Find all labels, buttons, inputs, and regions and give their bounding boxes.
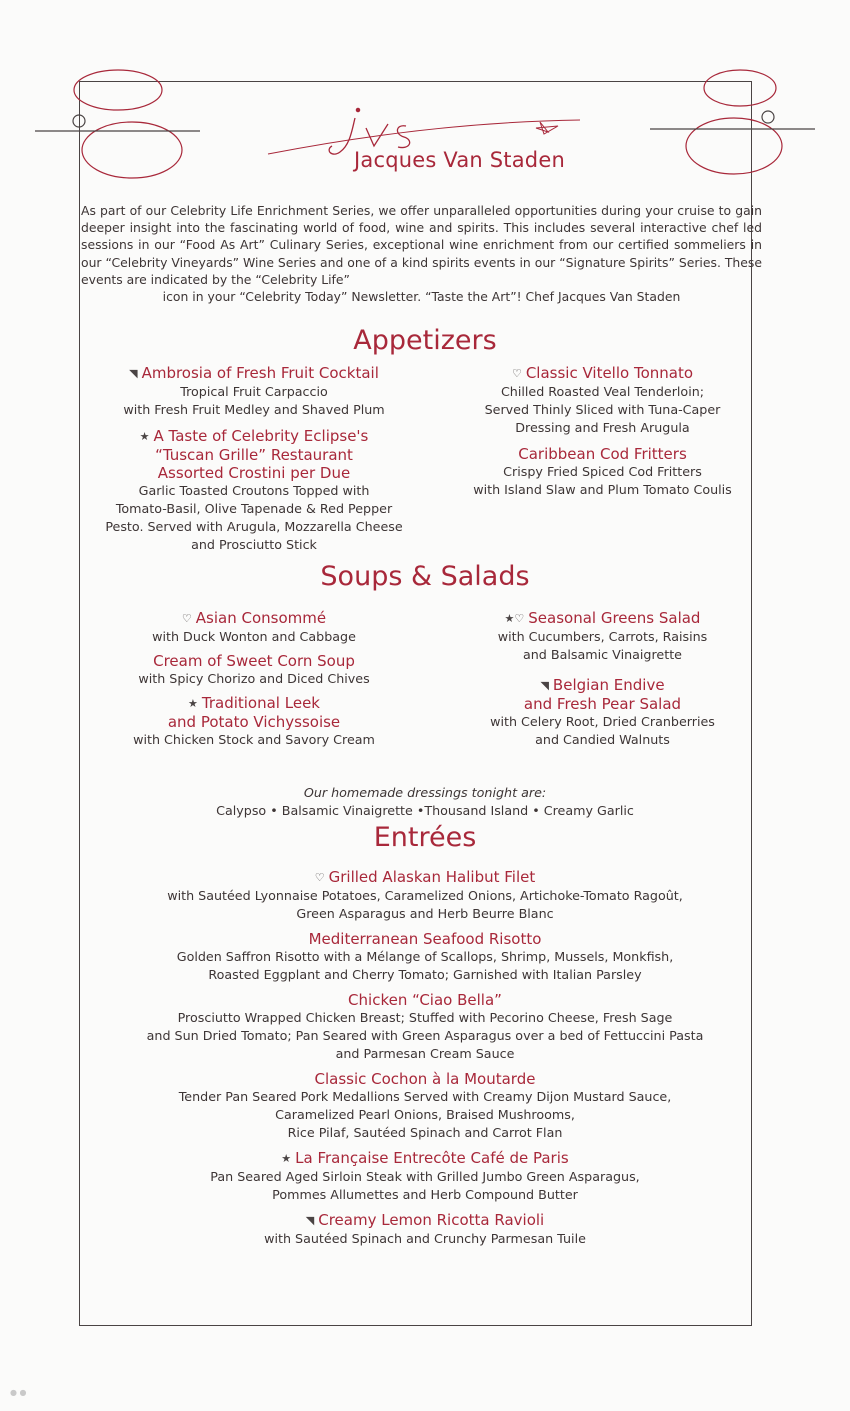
star-icon: ★ xyxy=(281,1152,292,1165)
menu-item-description: with Celery Root, Dried Cranberries xyxy=(490,714,715,729)
menu-item xyxy=(90,652,418,688)
menu-item-name-text: Classic Cochon à la Moutarde xyxy=(314,1070,536,1088)
menu-item-description: Tomato-Basil, Olive Tapenade & Red Pepper xyxy=(115,501,393,516)
chef-name: Jacques Van Staden xyxy=(354,148,565,172)
menu-item-name xyxy=(90,652,418,670)
menu-item-description: with Sautéed Lyonnaise Potatoes, Caramelized Onions, Artichoke-Tomato Ragoût, xyxy=(167,888,683,903)
intro-body: As part of our Celebrity Life Enrichment Series, we offer unparalleled opportunities during your cruise to gain deeper insight into the fascinating world of food, wine and spirits. This includes several interactive chef led sessions in our “Food As Art” Culinary Series, exceptional wine enrichment from our certified sommeliers in our “Celebrity Vineyards” Wine Series and one of a kind spirits events in our “Signature Spirits” Series. These events are indicated by the “Celebrity Life” xyxy=(81,203,762,287)
heart-icon: ♡ xyxy=(181,612,192,625)
menu-item-description: Garlic Toasted Croutons Topped with xyxy=(138,483,370,498)
soups-right-column xyxy=(440,609,765,761)
menu-item-name xyxy=(80,1149,770,1168)
menu-item-description: with Sautéed Spinach and Crunchy Parmesan Tuile xyxy=(264,1231,586,1246)
menu-item-description: with Fresh Fruit Medley and Shaved Plum xyxy=(123,402,385,417)
menu-item-description: with Spicy Chorizo and Diced Chives xyxy=(138,671,370,686)
menu-item-name-text: La Française Entrecôte Café de Paris xyxy=(295,1149,569,1167)
menu-item-description: Chilled Roasted Veal Tenderloin; xyxy=(500,384,705,399)
menu-item xyxy=(80,1070,770,1142)
menu-item-name-text: Caribbean Cod Fritters xyxy=(518,445,687,463)
menu-item-name-text: Creamy Lemon Ricotta Ravioli xyxy=(318,1211,545,1229)
entrees-list xyxy=(80,868,770,1255)
menu-item-description: Pommes Allumettes and Herb Compound Butter xyxy=(272,1187,578,1202)
menu-item-description: and Balsamic Vinaigrette xyxy=(522,647,682,662)
menu-item-name-text: Chicken “Ciao Bella” xyxy=(348,991,502,1009)
menu-item-name-text: “Tuscan Grille” Restaurant xyxy=(155,446,353,464)
menu-item xyxy=(80,930,770,984)
menu-item-name-text: Classic Vitello Tonnato xyxy=(525,364,694,382)
menu-item-description: with Duck Wonton and Cabbage xyxy=(152,629,356,644)
menu-item-name xyxy=(440,676,765,695)
menu-item xyxy=(90,427,418,554)
soups-heading: Soups & Salads xyxy=(320,561,530,592)
menu-item-name xyxy=(90,694,418,713)
menu-item xyxy=(440,364,765,437)
menu-item-description: Golden Saffron Risotto with a Mélange of Scallops, Shrimp, Mussels, Monkfish, xyxy=(176,949,674,964)
menu-item-name xyxy=(80,991,770,1009)
menu-item-description: Caramelized Pearl Onions, Braised Mushrooms, xyxy=(275,1107,575,1122)
leaf-icon: ◥ xyxy=(129,367,138,380)
menu-item xyxy=(90,364,418,419)
menu-item-description: Tropical Fruit Carpaccio xyxy=(180,384,328,399)
menu-item-name xyxy=(80,868,770,887)
menu-item-description: Pesto. Served with Arugula, Mozzarella Cheese xyxy=(105,519,403,534)
menu-item-name-text: Asian Consommé xyxy=(195,609,327,627)
menu-item xyxy=(80,1149,770,1204)
menu-item-description: and Prosciutto Stick xyxy=(191,537,317,552)
watermark: ● ● xyxy=(10,1388,27,1397)
menu-item xyxy=(440,676,765,749)
menu-item-name xyxy=(440,695,765,713)
menu-item-description: Served Thinly Sliced with Tuna-Caper xyxy=(484,402,721,417)
soups-left-column xyxy=(90,609,418,755)
leaf-icon: ◥ xyxy=(540,679,549,692)
menu-item-description: Roasted Eggplant and Cherry Tomato; Garnished with Italian Parsley xyxy=(208,967,642,982)
menu-item-name xyxy=(90,609,418,628)
menu-item-name-text: and Potato Vichyssoise xyxy=(167,713,341,731)
menu-item-name-text: and Fresh Pear Salad xyxy=(523,695,682,713)
appetizers-right-column xyxy=(440,364,765,507)
appetizers-left-column xyxy=(90,364,418,562)
menu-item-name xyxy=(90,427,418,446)
menu-item-description: Tender Pan Seared Pork Medallions Served with Creamy Dijon Mustard Sauce, xyxy=(178,1089,672,1104)
dressings-list: Calypso • Balsamic Vinaigrette •Thousand Island • Creamy Garlic xyxy=(216,803,634,818)
menu-item-name xyxy=(80,1211,770,1230)
menu-item-name-text: Traditional Leek xyxy=(201,694,320,712)
heart-icon: ♡ xyxy=(314,871,325,884)
menu-item-description: with Island Slaw and Plum Tomato Coulis xyxy=(473,482,732,497)
star-icon: ★ xyxy=(188,697,198,710)
menu-item-description: Green Asparagus and Herb Beurre Blanc xyxy=(296,906,554,921)
menu-item-name xyxy=(440,364,765,383)
menu-item-name-text: Belgian Endive xyxy=(552,676,665,694)
menu-item-description: Dressing and Fresh Arugula xyxy=(515,420,690,435)
menu-item-name-text: A Taste of Celebrity Eclipse's xyxy=(153,427,369,445)
dressings-intro: Our homemade dressings tonight are: xyxy=(303,785,547,800)
menu-item-name-text: Assorted Crostini per Due xyxy=(157,464,351,482)
menu-item-description: Prosciutto Wrapped Chicken Breast; Stuffed with Pecorino Cheese, Fresh Sage xyxy=(177,1010,673,1025)
menu-item-name-text: Mediterranean Seafood Risotto xyxy=(308,930,542,948)
menu-item xyxy=(80,991,770,1063)
star-icon: ★ xyxy=(139,430,150,443)
dressings-note xyxy=(0,784,850,820)
menu-item-description: with Chicken Stock and Savory Cream xyxy=(133,732,375,747)
menu-item-description: with Cucumbers, Carrots, Raisins xyxy=(497,629,708,644)
menu-item xyxy=(440,445,765,499)
intro-last-line: icon in your “Celebrity Today” Newsletter. “Taste the Art”! Chef Jacques Van Staden xyxy=(162,289,681,305)
menu-item-description: Rice Pilaf, Sautéed Spinach and Carrot Flan xyxy=(287,1125,563,1140)
leaf-icon: ◥ xyxy=(305,1214,315,1227)
menu-item xyxy=(80,868,770,923)
menu-item-name xyxy=(90,464,418,482)
menu-item-name xyxy=(440,609,765,628)
menu-item-name xyxy=(90,713,418,731)
menu-item-name-text: Seasonal Greens Salad xyxy=(528,609,701,627)
menu-item-description: and Candied Walnuts xyxy=(535,732,670,747)
star-heart-icon: ★♡ xyxy=(504,612,525,625)
menu-item-name-text: Cream of Sweet Corn Soup xyxy=(153,652,355,670)
menu-item-name xyxy=(440,445,765,463)
appetizers-heading: Appetizers xyxy=(353,325,497,356)
menu-item-name-text: Grilled Alaskan Halibut Filet xyxy=(328,868,536,886)
menu-item-description: Pan Seared Aged Sirloin Steak with Grilled Jumbo Green Asparagus, xyxy=(210,1169,640,1184)
menu-item-name xyxy=(80,1070,770,1088)
menu-item-description: and Parmesan Cream Sauce xyxy=(335,1046,515,1061)
menu-item xyxy=(80,1211,770,1248)
menu-item xyxy=(90,694,418,749)
menu-item-description: and Sun Dried Tomato; Pan Seared with Green Asparagus over a bed of Fettuccini Pasta xyxy=(146,1028,704,1043)
entrees-heading: Entrées xyxy=(373,822,477,853)
menu-item-name xyxy=(90,364,418,383)
menu-item-name xyxy=(90,446,418,464)
menu-item-description: Crispy Fried Spiced Cod Fritters xyxy=(503,464,702,479)
heart-icon: ♡ xyxy=(511,367,522,380)
intro-paragraph xyxy=(81,202,762,305)
menu-item-name-text: Ambrosia of Fresh Fruit Cocktail xyxy=(141,364,379,382)
menu-item-name xyxy=(80,930,770,948)
menu-item xyxy=(440,609,765,664)
menu-item xyxy=(90,609,418,646)
